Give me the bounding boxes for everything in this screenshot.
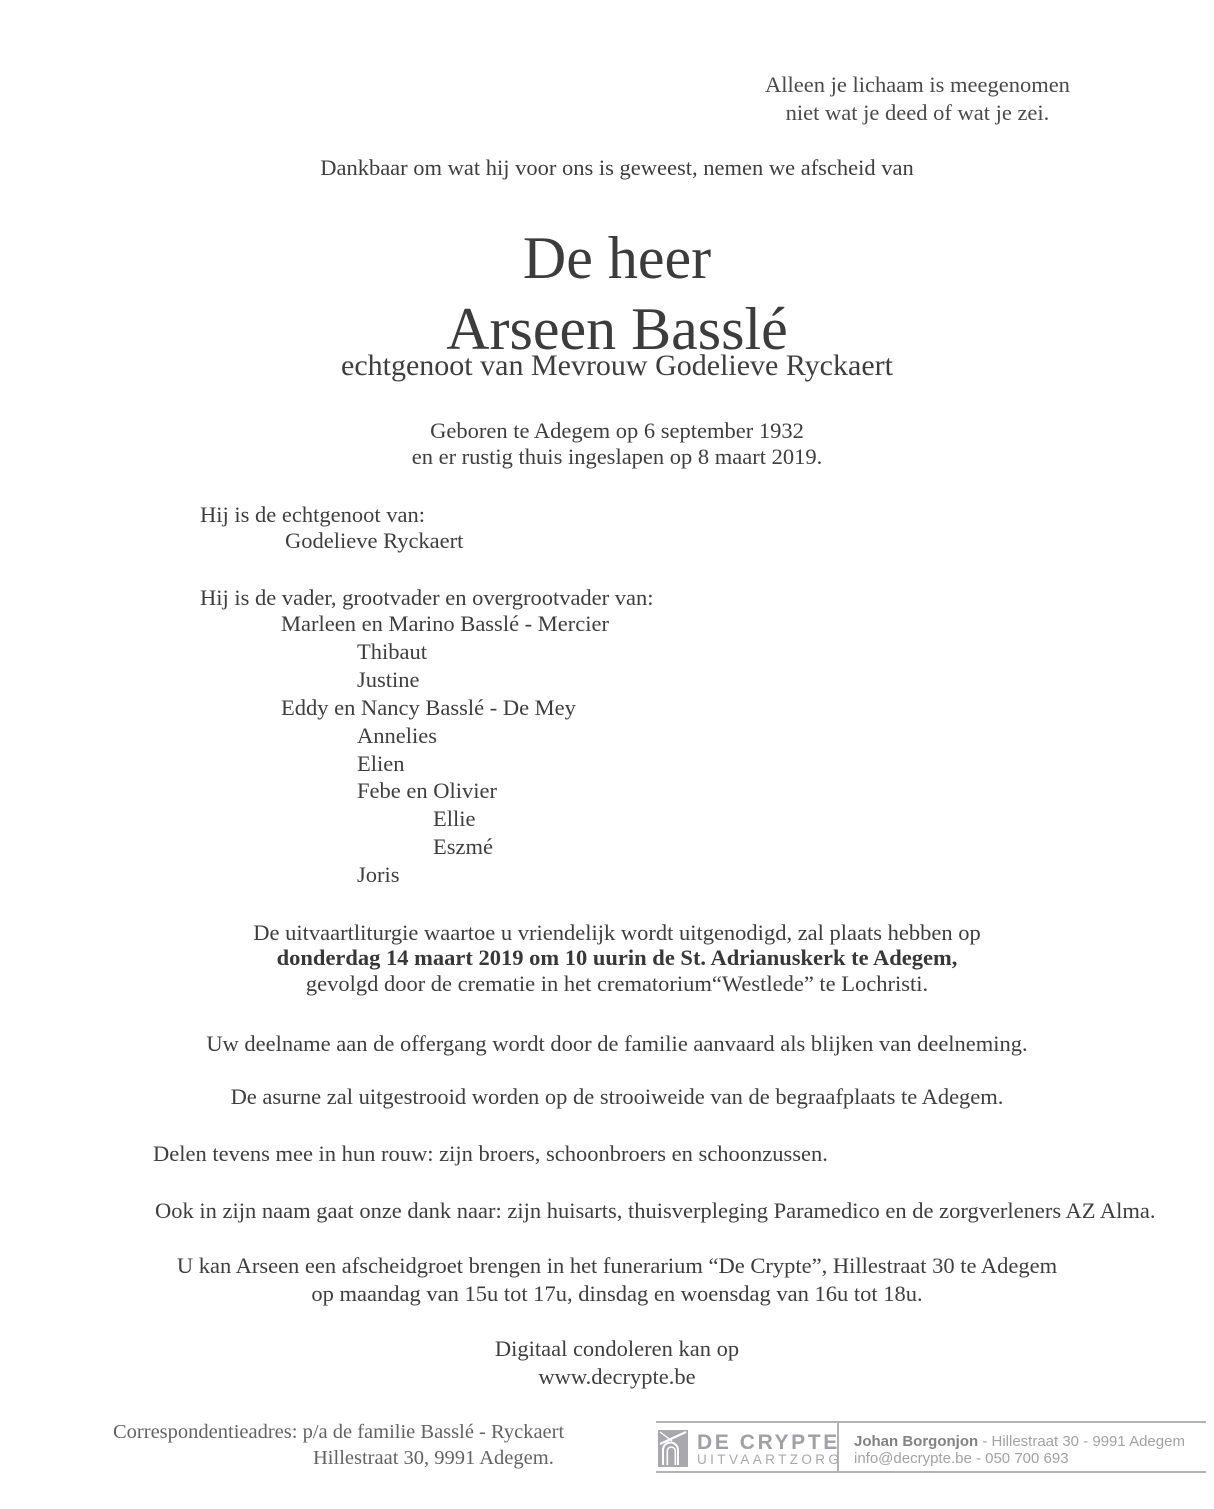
offergang-message: Uw deelname aan de offergang wordt door de familie aanvaard als blijken van deelneming. [206, 1031, 1028, 1056]
correspondence-line-1: Correspondentieadres: p/a de familie Basslé - Ryckaert [113, 1421, 565, 1443]
family-member: Marleen en Marino Basslé - Mercier [281, 611, 609, 636]
ceremony-line-1: De uitvaartliturgie waartoe u vriendelijk wordt uitgenodigd, zal plaats hebben op [253, 920, 981, 945]
family-member: Eddy en Nancy Basslé - De Mey [281, 694, 576, 720]
deceased-relation: echtgenoot van Mevrouw Godelieve Ryckaert [341, 349, 893, 382]
ceremony-line-3: gevolgd door de crematie in het crematorium“Westlede” te Lochristi. [305, 970, 929, 996]
family-member: Elien [357, 750, 405, 776]
family-member: Ellie [433, 806, 476, 832]
family-section-heading: Hij is de vader, grootvader en overgrootvader van: [200, 585, 654, 610]
quote-line-1: Alleen je lichaam is meegenomen [765, 72, 1070, 97]
family-member: Joris [357, 862, 400, 888]
condolence-intro: Digitaal condoleren kan op [494, 1336, 740, 1361]
birth-death-dates [20, 418, 1214, 469]
born-line: Geboren te Adegem op 6 september 1932 [430, 418, 804, 443]
quote-line-2: niet wat je deed of wat je zei. [785, 100, 1050, 125]
spouse-section-heading: Hij is de echtgenoot van: [200, 502, 425, 527]
funeral-director-name: Johan Borgonjon [854, 1433, 979, 1450]
family-members-list [200, 610, 609, 889]
ceremony-details [20, 920, 1214, 996]
correspondence-line-2: Hillestraat 30, 9991 Adegem. [313, 1446, 554, 1469]
family-member: Eszmé [433, 834, 493, 860]
correspondence-address [113, 1420, 564, 1471]
funeral-home-address: - Hillestraat 30 - 9991 Adegem [978, 1433, 1185, 1450]
died-line: en er rustig thuis ingeslapen op 8 maart 2019. [411, 443, 823, 469]
brand-tagline: UITVAARTZORG [697, 1452, 843, 1467]
memorial-quote [745, 71, 1090, 127]
rouw-message: Delen tevens mee in hun rouw: zijn broers, schoonbroers en schoonzussen. [153, 1141, 828, 1166]
condolence-block [20, 1335, 1214, 1391]
family-member: Annelies [357, 722, 437, 748]
deceased-name: Arseen Basslé [446, 296, 788, 362]
afscheidgroet-line-2: op maandag van 15u tot 17u, dinsdag en woensdag van 16u tot 18u. [311, 1280, 923, 1306]
ceremony-date-location: donderdag 14 maart 2019 om 10 uurin de St. Adrianuskerk te Adegem, [276, 945, 958, 971]
family-member: Thibaut [357, 638, 427, 664]
spouse-name: Godelieve Ryckaert [285, 528, 464, 553]
footer-bottom-rule [656, 1471, 1206, 1473]
dank-message: Ook in zijn naam gaat onze dank naar: zijn huisarts, thuisverpleging Paramedico en de zorgverleners AZ Alma. [155, 1198, 1156, 1223]
family-member: Justine [357, 666, 420, 692]
intro-line: Dankbaar om wat hij voor ons is geweest, nemen we afscheid van [320, 155, 914, 180]
crypt-arch-icon [658, 1430, 688, 1472]
condolence-website: www.decrypte.be [538, 1364, 696, 1389]
funeral-home-contact-line-2: info@decrypte.be - 050 700 693 [854, 1450, 1069, 1467]
family-member: Febe en Olivier [357, 778, 497, 804]
footer-top-rule [656, 1421, 1206, 1423]
funeral-home-contact-line-1 [854, 1433, 1185, 1450]
afscheidgroet-line-1: U kan Arseen een afscheidgroet brengen in het funerarium “De Crypte”, Hillestraat 30 te Adegem [176, 1253, 1058, 1278]
brand-name: DE CRYPTE [697, 1431, 840, 1454]
deceased-salutation: De heer [522, 225, 712, 291]
asurne-message: De asurne zal uitgestrooid worden op de strooiweide van de begraafplaats te Adegem. [230, 1084, 1004, 1109]
afscheidgroet-message [20, 1252, 1214, 1307]
